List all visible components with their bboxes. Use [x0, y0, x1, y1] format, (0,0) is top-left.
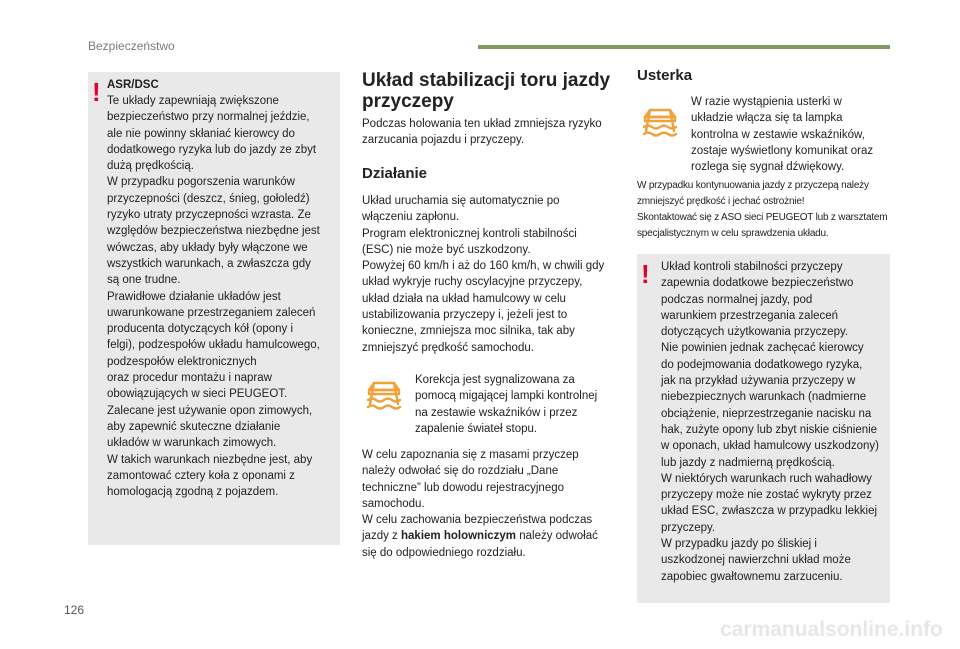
trailer-mass-text-end: należy odwołać się do odpowiedniego rozdziału. — [362, 530, 598, 559]
watermark: carmanualsonline.info — [720, 618, 943, 641]
esc-fault-warning-lamp-icon — [642, 107, 678, 137]
warning-exclamation-icon: ! — [641, 259, 650, 289]
tow-hook-bold: hakiem holowniczym — [401, 530, 517, 543]
warning-exclamation-icon: ! — [92, 77, 101, 107]
esc-icon-description: Korekcja jest sygnalizowana za pomocą migającej lampki kontrolnej na zestawie wskaźników i przez zapalenie świateł stopu. — [415, 374, 598, 435]
trailer-stability-title: Układ stabilizacji toru jazdy przyczepy — [362, 70, 611, 112]
trailer-stability-note-body: Układ kontroli stabilności przyczepy zapewnia dodatkowe bezpieczeństwo podczas normalnej jazdy, pod warunkiem przestrzegania zaleceń dotyczących użytkowania przyczepy. Nie powinien jednak zachęcać kierowcy do podejmowania dodatkowego ryzyka, jak na przykład używania przyczepy w niebezpiecznych warunkach (nadmierne obciążenie, nieprzestrzeganie nacisku na hak, zużyte opony lub zbyt niskie ciśnienie w oponach, układ hamulcowy uszkodzony) lub jazdy z nadmierną prędkością. W niektórych warunkach ruch wahadłowy przyczepy może nie zostać wykryty przez układ ESC, zwłaszcza w przypadku lekkiej przyczepy. W przypadku jazdy po śliskiej i uszkodzonej nawierzchni układ może zapobiec gwałtownemu zarzuceniu. — [661, 261, 879, 583]
operation-section-title: Działanie — [362, 165, 428, 182]
section-header: Bezpieczeństwo — [88, 39, 175, 53]
operation-section-body: Układ uruchamia się automatycznie po włączeniu zapłonu. Program elektronicznej kontroli stabilności (ESC) nie może być uszkodzony. Powyżej 60 km/h i aż do 160 km/h, w chwili gdy układ wykryje ruchy oscylacyjne przyczepy, układ działa na układ hamulcowy w celu ustabilizowania przyczepy i, jeżeli jest to konieczne, zmniejsza moc silnika, tak aby zmniejszyć prędkość samochodu. — [362, 195, 605, 354]
esc-warning-lamp-icon — [366, 380, 402, 410]
asr-dsc-title: ASR/DSC — [107, 79, 159, 91]
asr-dsc-body: Te układy zapewniają zwiększone bezpieczeństwo przy normalnej jeździe, ale nie powinny skłaniać kierowcy do dodatkowego ryzyka lub do jazdy ze zbyt dużą prędkością. W przypadku pogorszenia warunków przyczepności (deszcz, śnieg, gołoledź) ryzyko utraty przyczepności wzrasta. Ze względów bezpieczeństwa niezbędne jest wówczas, aby układy były włączone we wszystkich warunkach, a zwłaszcza gdy są one trudne. Prawidłowe działanie układów jest uwarunkowane przestrzeganiem zaleceń producenta dotyczących kół (opony i felgi), podzespołów układu hamulcowego, podzespołów elektronicznych oraz procedur montażu i napraw obowiązujących w sieci PEUGEOT. Zalecane jest używanie opon zimowych, aby zapewnić skuteczne działanie układów w warunkach zimowych. W takich warunkach niezbędne jest, aby zamontować cztery koła z oponami z homologacją zgodną z pojazdem. — [107, 95, 320, 499]
trailer-mass-info — [362, 447, 624, 561]
header-accent-line — [478, 45, 890, 49]
fault-section-title: Usterka — [637, 67, 693, 84]
trailer-stability-intro: Podczas holowania ten układ zmniejsza ryzyko zarzucania pojazdu i przyczepy. — [362, 118, 602, 147]
trailer-mass-text: W celu zapoznania się z masami przyczep należy odwołać się do rozdziału „Dane techniczne” lub dowodu rejestracyjnego samochodu. W celu zachowania bezpieczeństwa podczas jazdy z — [362, 449, 593, 543]
fault-icon-description: W razie wystąpienia usterki w układzie włącza się ta lampka kontrolna w zestawie wskaźników, zostaje wyświetlony komunikat oraz rozlega się sygnał dźwiękowy. — [691, 96, 874, 174]
page-number: 126 — [64, 603, 85, 617]
fault-instructions: W przypadku kontynuowania jazdy z przyczepą należy zmniejszyć prędkość i jechać ostrożnie! Skontaktować się z ASO sieci PEUGEOT lub z warsztatem specjalistycznym w celu sprawdzenia układu. — [637, 180, 888, 239]
